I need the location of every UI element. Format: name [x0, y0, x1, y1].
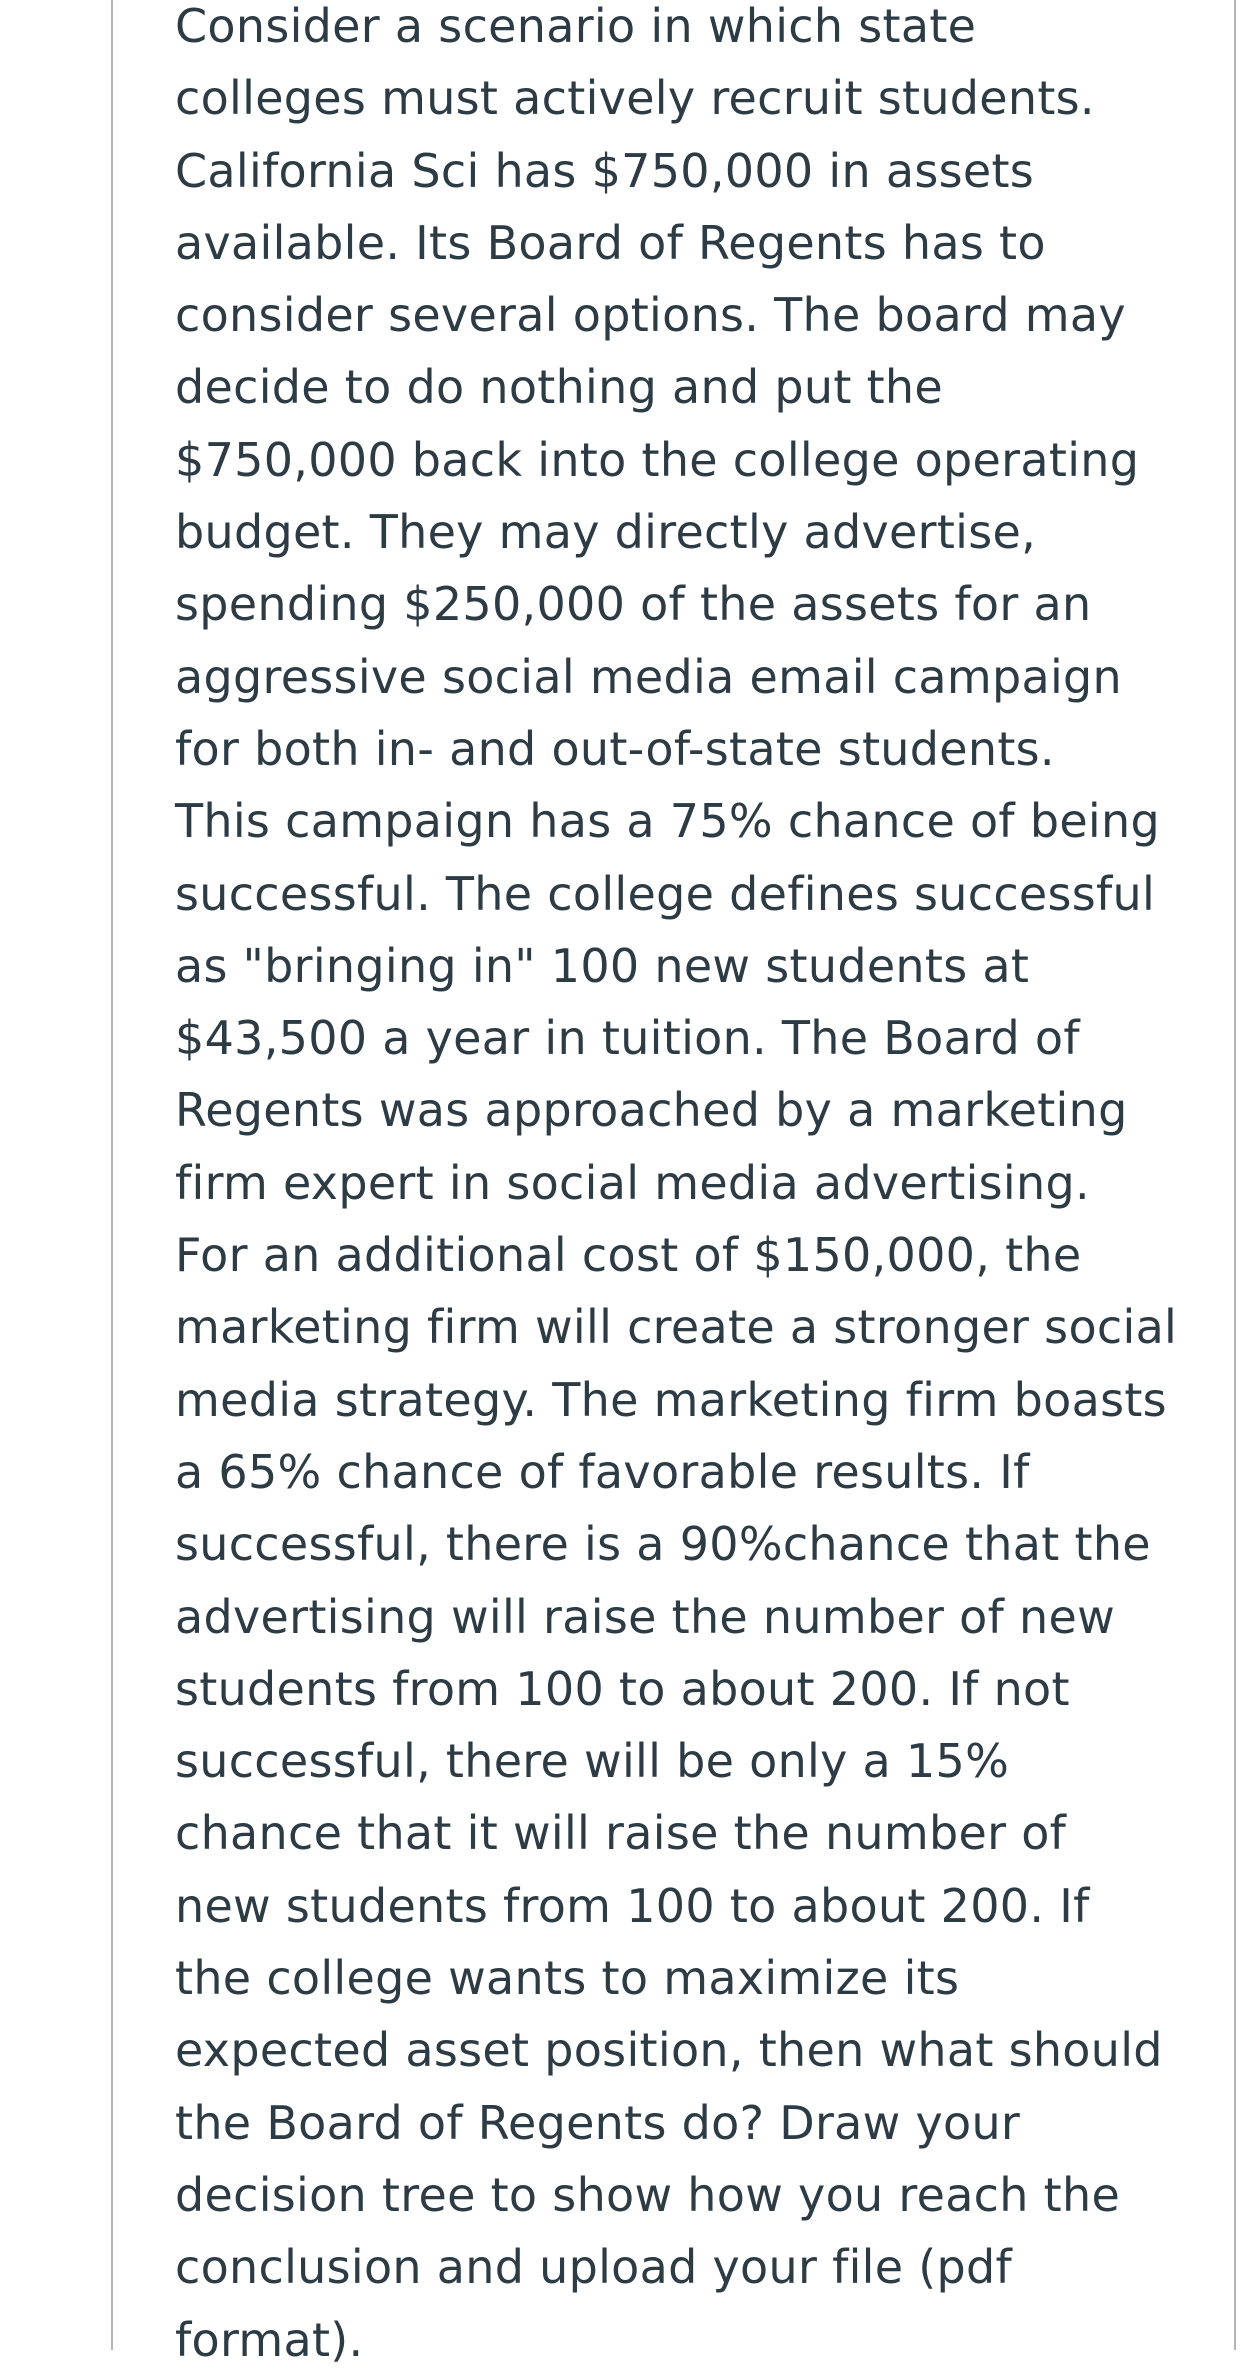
question-line: Regents was approached by a marketing [175, 1083, 1128, 1138]
question-line: the Board of Regents do? Draw your [175, 2095, 1021, 2150]
question-line: This campaign has a 75% chance of being [175, 794, 1160, 849]
question-text [175, 0, 1195, 2376]
question-line: decide to do nothing and put the [175, 360, 943, 415]
question-line: California Sci has $750,000 in assets [175, 143, 1035, 198]
question-line: available. Its Board of Regents has to [175, 215, 1046, 270]
question-line: aggressive social media email campaign [175, 649, 1123, 704]
question-line: Consider a scenario in which state [175, 0, 977, 53]
question-line: $43,500 a year in tuition. The Board of [175, 1011, 1080, 1066]
question-line: format). [175, 2312, 364, 2367]
question-line: consider several options. The board may [175, 288, 1126, 343]
question-line: the college wants to maximize its [175, 1951, 960, 2006]
question-panel [111, 0, 1236, 2367]
question-line: marketing firm will create a stronger social [175, 1300, 1178, 1355]
question-line: For an additional cost of $150,000, the [175, 1228, 1082, 1283]
question-line: advertising will raise the number of new [175, 1589, 1116, 1644]
question-line: chance that it will raise the number of [175, 1806, 1067, 1861]
question-line: budget. They may directly advertise, [175, 505, 1037, 560]
question-line: decision tree to show how you reach the [175, 2167, 1121, 2222]
question-line: students from 100 to about 200. If not [175, 1661, 1070, 1716]
question-line: for both in- and out-of-state students. [175, 721, 1055, 776]
question-line: a 65% chance of favorable results. If [175, 1444, 1030, 1499]
question-line: successful. The college defines successful [175, 866, 1156, 921]
question-line: new students from 100 to about 200. If [175, 1878, 1090, 1933]
question-line: expected asset position, then what should [175, 2023, 1163, 2078]
question-line: conclusion and upload your file (pdf [175, 2240, 1013, 2295]
question-line: successful, there will be only a 15% [175, 1734, 1010, 1789]
question-line: successful, there is a 90%chance that the [175, 1517, 1151, 1572]
question-line: spending $250,000 of the assets for an [175, 577, 1092, 632]
question-line: as "bringing in" 100 new students at [175, 938, 1030, 993]
question-line: $750,000 back into the college operating [175, 432, 1140, 487]
question-line: media strategy. The marketing firm boasts [175, 1372, 1167, 1427]
question-line: colleges must actively recruit students. [175, 71, 1095, 126]
question-line: firm expert in social media advertising. [175, 1155, 1090, 1210]
